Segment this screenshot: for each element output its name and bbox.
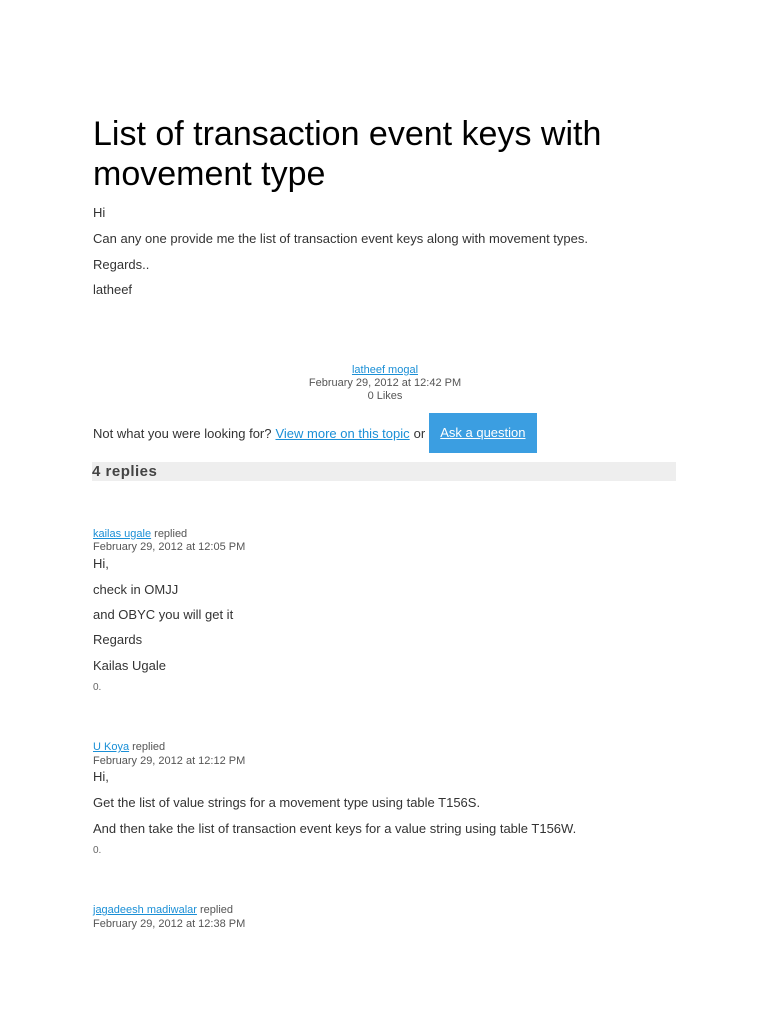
- reply-author-link[interactable]: U Koya: [93, 741, 130, 753]
- view-more-link[interactable]: View more on this topic: [275, 425, 410, 441]
- reply-body-line: Kailas Ugale: [93, 658, 166, 673]
- replies-header: 4 replies: [92, 462, 676, 481]
- question-body-line: Hi: [93, 205, 106, 220]
- reply-author-link[interactable]: kailas ugale: [93, 528, 152, 540]
- reply-date: February 29, 2012 at 12:38 PM: [93, 918, 246, 930]
- reply-date: February 29, 2012 at 12:12 PM: [93, 755, 246, 767]
- reply-body-line: And then take the list of transaction event keys for a value string using table T156W.: [93, 821, 577, 836]
- reply-body-line: Get the list of value strings for a movement type using table T156S.: [93, 795, 481, 810]
- question-likes: 0 Likes: [367, 390, 403, 402]
- reply-body-line: Regards: [93, 632, 143, 647]
- reply-date: February 29, 2012 at 12:05 PM: [93, 541, 246, 553]
- or-text: or: [413, 425, 426, 441]
- not-what-looking-for-bar: [93, 413, 537, 453]
- ask-question-button[interactable]: Ask a question: [429, 413, 536, 453]
- reply-likes: 0.: [93, 682, 102, 693]
- replied-label: replied: [200, 904, 234, 916]
- reply-body-line: check in OMJJ: [93, 582, 179, 597]
- question-body-line: Can any one provide me the list of transaction event keys along with movement types.: [93, 231, 588, 246]
- reply-likes: 0.: [93, 845, 102, 856]
- question-author-link[interactable]: latheef mogal: [351, 364, 419, 376]
- question-body-line: latheef: [93, 282, 133, 297]
- replied-label: replied: [132, 741, 166, 753]
- reply-meta: [93, 904, 233, 917]
- question-date: February 29, 2012 at 12:42 PM: [308, 377, 462, 389]
- replied-label: replied: [154, 528, 188, 540]
- reply-body-line: Hi,: [93, 769, 109, 784]
- reply-meta: [93, 528, 187, 541]
- reply-author-link[interactable]: jagadeesh madiwalar: [93, 904, 197, 916]
- reply-body-line: Hi,: [93, 556, 109, 571]
- question-title: List of transaction event keys with movement type: [93, 115, 602, 193]
- not-what-text: Not what you were looking for?: [93, 425, 272, 441]
- reply-meta: [93, 741, 165, 754]
- reply-body-line: and OBYC you will get it: [93, 607, 234, 622]
- question-author-block: [93, 364, 677, 403]
- question-body-line: Regards..: [93, 257, 150, 272]
